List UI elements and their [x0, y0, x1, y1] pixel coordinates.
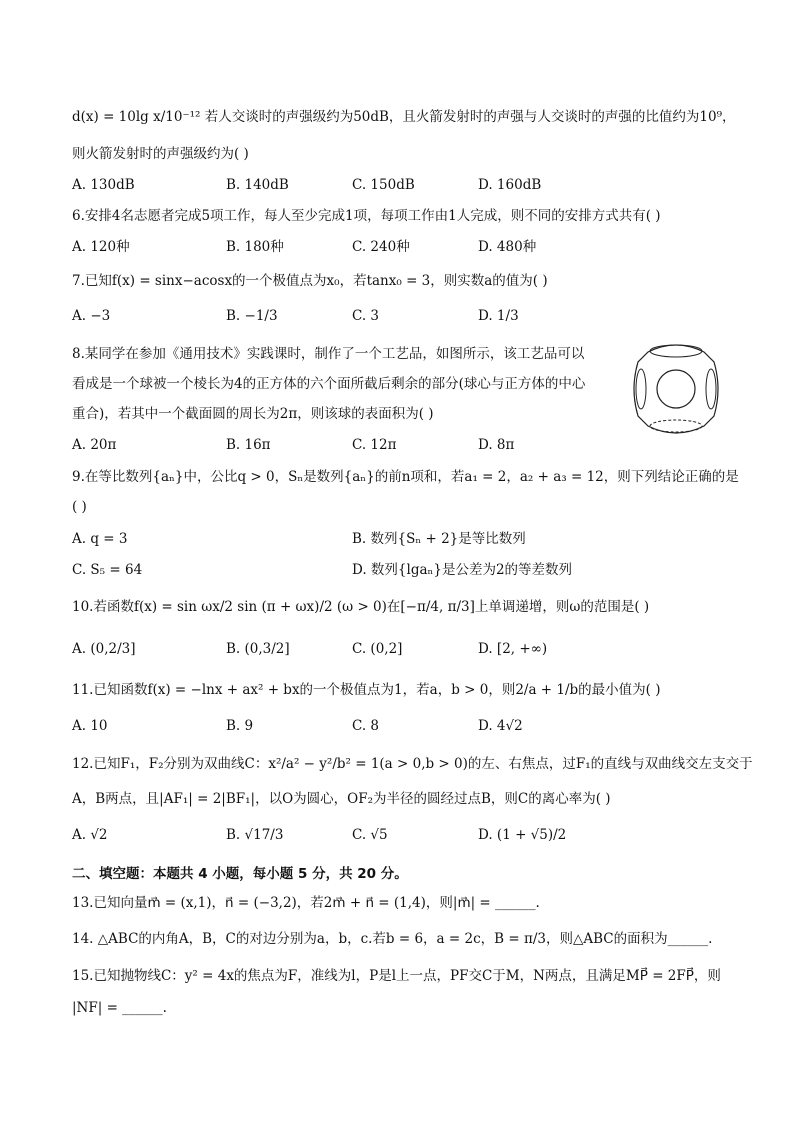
question-6: 6.安排4名志愿者完成5项工作，每人至少完成1项，每项工作由1人完成，则不同的安排方式共有( )	[72, 208, 661, 224]
question-10: 10.若函数f(x) = sin ωx/2 sin (π + ωx)/2 (ω > 0)在[−π/4, π/3]上单调递增，则ω的范围是( )	[72, 599, 650, 615]
q8-option-b: B. 16π	[226, 437, 271, 453]
q9-option-a: A. q = 3	[72, 531, 128, 547]
question-7: 7.已知f(x) = sinx−acosx的一个极值点为x₀，若tanx₀ = 3，则实数a的值为( )	[72, 273, 548, 289]
q8-option-c: C. 12π	[352, 437, 397, 453]
q7-option-b: B. −1/3	[226, 308, 278, 324]
q10-option-c: C. (0,2]	[352, 641, 403, 657]
question-8-line-2: 看成是一个球被一个棱长为4的正方体的六个面所截后剩余的部分(球心与正方体的中心	[72, 376, 586, 392]
question-15-line-2: |NF| = ______.	[72, 1000, 167, 1016]
q12-option-a: A. √2	[72, 827, 108, 843]
q6-option-b: B. 180种	[226, 239, 284, 255]
q8-option-a: A. 20π	[72, 437, 117, 453]
q7-option-a: A. −3	[72, 308, 111, 324]
question-9-line-2: ( )	[72, 499, 87, 515]
q12-option-d: D. (1 + √5)/2	[478, 827, 567, 843]
q9-option-d: D. 数列{lgaₙ}是公差为2的等差数列	[352, 562, 573, 578]
q9-option-b: B. 数列{Sₙ + 2}是等比数列	[352, 531, 526, 547]
question-14: 14. △ABC的内角A，B，C的对边分别为a，b，c.若b = 6，a = 2c，B = π/3，则△ABC的面积为______.	[72, 931, 713, 947]
question-12-line-2: A，B两点，且|AF₁| = 2|BF₁|，以O为圆心，OF₂为半径的圆经过点B，则C的离心率为( )	[72, 791, 611, 807]
question-12-line-1: 12.已知F₁，F₂分别为双曲线C：x²/a² − y²/b² = 1(a > 0,b > 0)的左、右焦点，过F₁的直线与双曲线交左支交于	[72, 756, 753, 772]
question-5-line-2: 则火箭发射时的声强级约为( )	[72, 146, 249, 162]
q9-option-c: C. S₅ = 64	[72, 562, 143, 578]
q10-option-d: D. [2, +∞)	[478, 641, 548, 657]
section-title-fill-in: 二、填空题：本题共 4 小题，每小题 5 分，共 20 分。	[72, 866, 408, 882]
q10-option-a: A. (0,2/3]	[72, 641, 136, 657]
q5-option-a: A. 130dB	[72, 177, 135, 193]
q12-option-b: B. √17/3	[226, 827, 284, 843]
q11-option-d: D. 4√2	[478, 718, 523, 734]
truncated-sphere-figure	[628, 334, 724, 444]
q5-option-d: D. 160dB	[478, 177, 542, 193]
question-13: 13.已知向量m⃗ = (x,1)，n⃗ = (−3,2)，若2m⃗ + n⃗ = (1,4)，则|m⃗| = ______.	[72, 895, 540, 911]
q12-option-c: C. √5	[352, 827, 388, 843]
q10-option-b: B. (0,3/2]	[226, 641, 290, 657]
question-11: 11.已知函数f(x) = −lnx + ax² + bx的一个极值点为1，若a，b > 0，则2/a + 1/b的最小值为( )	[72, 682, 661, 698]
q8-option-d: D. 8π	[478, 437, 515, 453]
q11-option-c: C. 8	[352, 718, 380, 734]
q7-option-d: D. 1/3	[478, 308, 519, 324]
q7-option-c: C. 3	[352, 308, 380, 324]
q11-option-b: B. 9	[226, 718, 254, 734]
question-8-line-1: 8.某同学在参加《通用技术》实践课时，制作了一个工艺品，如图所示，该工艺品可以	[72, 346, 585, 362]
q11-option-a: A. 10	[72, 718, 108, 734]
q5-option-b: B. 140dB	[226, 177, 289, 193]
q5-option-c: C. 150dB	[352, 177, 415, 193]
question-9-line-1: 9.在等比数列{aₙ}中，公比q > 0，Sₙ是数列{aₙ}的前n项和，若a₁ = 2，a₂ + a₃ = 12，则下列结论正确的是	[72, 469, 739, 485]
question-8-line-3: 重合)，若其中一个截面圆的周长为2π，则该球的表面积为( )	[72, 406, 434, 422]
q6-option-c: C. 240种	[352, 239, 410, 255]
q6-option-a: A. 120种	[72, 239, 130, 255]
q6-option-d: D. 480种	[478, 239, 537, 255]
question-15-line-1: 15.已知抛物线C：y² = 4x的焦点为F，准线为l，P是l上一点，PF交C于M，N两点，且满足MP⃗ = 2FP⃗，则	[72, 968, 721, 984]
question-5-line-1: d(x) = 10lg x/10⁻¹² 若人交谈时的声强级约为50dB，且火箭发射时的声强与人交谈时的声强的比值约为10⁹，	[72, 109, 736, 125]
